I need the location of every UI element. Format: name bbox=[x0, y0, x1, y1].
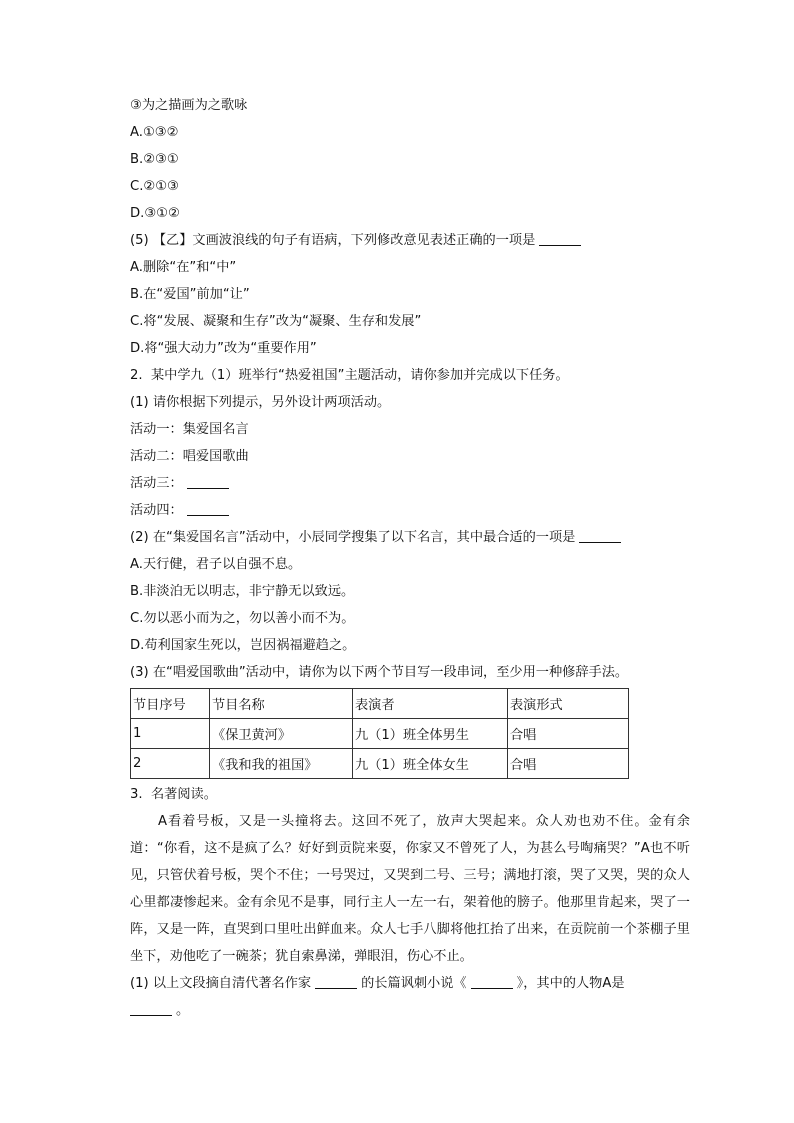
q1-option-c: C.②①③ bbox=[130, 179, 179, 194]
table-row bbox=[131, 719, 629, 749]
table-header-cell: 节目名称 bbox=[210, 689, 353, 719]
q3-sub1 bbox=[130, 970, 700, 997]
q2-title: 2. 某中学九（1）班举行“热爱祖国”主题活动，请你参加并完成以下任务。 bbox=[130, 368, 569, 383]
activity-1: 活动一：集爱国名言 bbox=[130, 422, 249, 437]
exam-page bbox=[130, 92, 700, 1024]
q2-sub2-option-a: A.天行健，君子以自强不息。 bbox=[130, 557, 302, 572]
q1-5-option-a: A.删除“在”和“中” bbox=[130, 260, 237, 275]
q1-option-b: B.②③① bbox=[130, 152, 179, 167]
q2-sub3: (3) 在“唱爱国歌曲”活动中，请你为以下两个节目写一段串词，至少用一种修辞手法。 bbox=[130, 665, 629, 680]
q2-sub2-text: (2) 在“集爱国名言”活动中，小辰同学搜集了以下名言，其中最合适的一项是 bbox=[130, 530, 576, 545]
table-cell: 合唱 bbox=[508, 749, 629, 779]
table-header-cell: 节目序号 bbox=[131, 689, 210, 719]
table-cell: 合唱 bbox=[508, 719, 629, 749]
table-header-row bbox=[131, 689, 629, 719]
q2-sub2-option-c: C.勿以恶小而为之，勿以善小而不为。 bbox=[130, 611, 355, 626]
q3-sub1-part-d: 。 bbox=[176, 1003, 190, 1018]
activity-3 bbox=[130, 470, 700, 497]
answer-blank[interactable] bbox=[187, 487, 229, 489]
answer-blank[interactable] bbox=[187, 514, 229, 516]
table-header-cell: 表演形式 bbox=[508, 689, 629, 719]
q3-sub1-part-b: 的长篇讽刺小说《 bbox=[361, 976, 467, 991]
table-cell: 《保卫黄河》 bbox=[210, 719, 353, 749]
q3-passage: A看着号板，又是一头撞将去。这回不死了，放声大哭起来。众人劝也劝不住。金有余道：“你看，这不是疯了么？好好到贡院来耍，你家又不曾死了人，为甚么号啕痛哭？”A也不听见，只管伏着号板，哭个不住；一号哭过，又哭到二号、三号；满地打滚，哭了又哭，哭的众人心里都凄惨起来。金有余见不是事，同行主人一左一右，架着他的膀子。他那里肯起来，哭了一阵，又是一阵，直哭到口里吐出鲜血来。众人七手八脚将他扛抬了出来，在贡院前一个茶棚子里坐下，劝他吃了一碗茶；犹自索鼻涕，弹眼泪，伤心不止。 bbox=[130, 814, 690, 964]
q1-5-option-d: D.将“强大动力”改为“重要作用” bbox=[130, 341, 317, 356]
q2-sub2-option-b: B.非淡泊无以明志，非宁静无以致远。 bbox=[130, 584, 355, 599]
q1-item3: ③为之描画为之歌咏 bbox=[130, 98, 248, 113]
table-cell: 九（1）班全体女生 bbox=[353, 749, 508, 779]
table-row bbox=[131, 749, 629, 779]
activity-4-label: 活动四： bbox=[130, 503, 183, 518]
q2-sub2 bbox=[130, 524, 700, 551]
q1-option-d: D.③①② bbox=[130, 206, 180, 221]
q1-5-stem-text: (5) 【乙】文画波浪线的句子有语病，下列修改意见表述正确的一项是 bbox=[130, 233, 536, 248]
answer-blank[interactable] bbox=[539, 244, 581, 246]
q3-sub1-cont bbox=[130, 997, 700, 1024]
q3-sub1-part-c: 》，其中的人物A是 bbox=[516, 976, 625, 991]
q2-sub2-option-d: D.苟利国家生死以，岂因祸福避趋之。 bbox=[130, 638, 356, 653]
q3-sub1-part-a: (1) 以上文段摘自清代著名作家 bbox=[130, 976, 312, 991]
answer-blank[interactable] bbox=[130, 1014, 172, 1016]
q1-5-stem bbox=[130, 227, 700, 254]
q3-title: 3. 名著阅读。 bbox=[130, 787, 217, 802]
answer-blank[interactable] bbox=[471, 987, 513, 989]
activity-3-label: 活动三： bbox=[130, 476, 183, 491]
q1-option-a: A.①③② bbox=[130, 125, 179, 140]
table-cell: 2 bbox=[131, 749, 210, 779]
table-header-cell: 表演者 bbox=[353, 689, 508, 719]
program-table bbox=[130, 688, 629, 779]
q2-sub1: (1) 请你根据下列提示，另外设计两项活动。 bbox=[130, 395, 391, 410]
answer-blank[interactable] bbox=[579, 541, 621, 543]
q1-5-option-b: B.在“爱国”前加“让” bbox=[130, 287, 250, 302]
table-cell: 九（1）班全体男生 bbox=[353, 719, 508, 749]
activity-2: 活动二：唱爱国歌曲 bbox=[130, 449, 249, 464]
activity-4 bbox=[130, 497, 700, 524]
table-cell: 《我和我的祖国》 bbox=[210, 749, 353, 779]
answer-blank[interactable] bbox=[315, 987, 357, 989]
q1-5-option-c: C.将“发展、凝聚和生存”改为“凝聚、生存和发展” bbox=[130, 314, 422, 329]
table-cell: 1 bbox=[131, 719, 210, 749]
